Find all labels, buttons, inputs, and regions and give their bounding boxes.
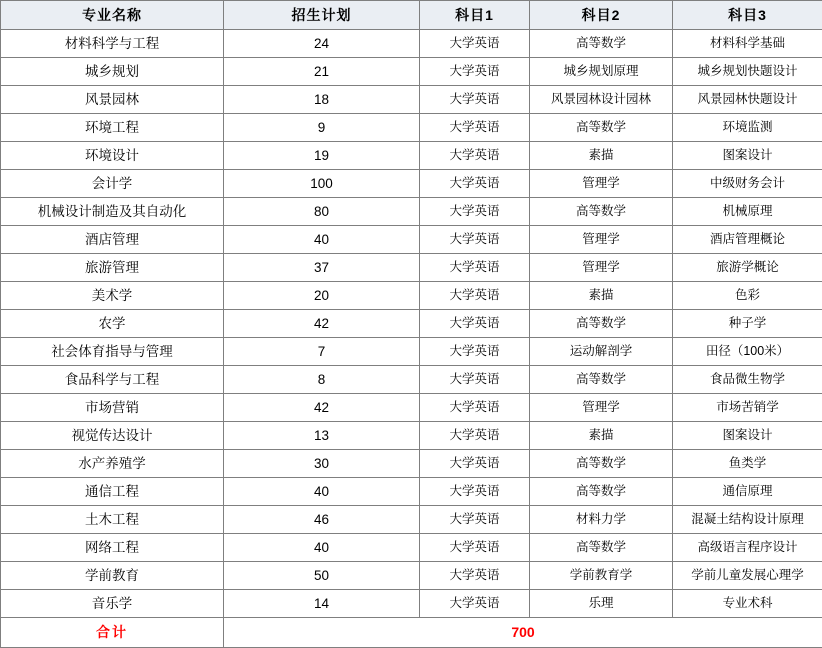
table-row	[1, 142, 822, 170]
cell-subject-3: 城乡规划快题设计	[673, 58, 822, 86]
cell-subject-3: 旅游学概论	[673, 254, 822, 282]
cell-subject-2: 素描	[530, 142, 673, 170]
cell-subject-3: 学前儿童发展心理学	[673, 562, 822, 590]
cell-major: 旅游管理	[1, 254, 224, 282]
cell-subject-2: 运动解剖学	[530, 338, 673, 366]
cell-subject-3: 风景园林快题设计	[673, 86, 822, 114]
cell-major: 通信工程	[1, 478, 224, 506]
cell-subject-1: 大学英语	[420, 170, 530, 198]
table-row	[1, 226, 822, 254]
cell-subject-2: 素描	[530, 282, 673, 310]
cell-major: 学前教育	[1, 562, 224, 590]
cell-plan: 42	[224, 394, 420, 422]
table-row	[1, 450, 822, 478]
cell-subject-3: 食品微生物学	[673, 366, 822, 394]
cell-subject-3: 色彩	[673, 282, 822, 310]
cell-plan: 14	[224, 590, 420, 618]
cell-subject-1: 大学英语	[420, 282, 530, 310]
table-row	[1, 30, 822, 58]
cell-subject-2: 风景园林设计园林	[530, 86, 673, 114]
cell-plan: 100	[224, 170, 420, 198]
cell-major: 酒店管理	[1, 226, 224, 254]
cell-major: 市场营销	[1, 394, 224, 422]
table-row	[1, 366, 822, 394]
cell-major: 环境工程	[1, 114, 224, 142]
cell-subject-3: 图案设计	[673, 142, 822, 170]
cell-subject-1: 大学英语	[420, 86, 530, 114]
cell-subject-3: 专业术科	[673, 590, 822, 618]
table-row	[1, 170, 822, 198]
cell-major: 机械设计制造及其自动化	[1, 198, 224, 226]
table-row	[1, 534, 822, 562]
cell-subject-3: 田径（100米）	[673, 338, 822, 366]
cell-plan: 7	[224, 338, 420, 366]
cell-subject-3: 通信原理	[673, 478, 822, 506]
cell-subject-1: 大学英语	[420, 562, 530, 590]
cell-major: 社会体育指导与管理	[1, 338, 224, 366]
cell-plan: 30	[224, 450, 420, 478]
table-row	[1, 310, 822, 338]
table-row	[1, 58, 822, 86]
cell-plan: 18	[224, 86, 420, 114]
cell-subject-1: 大学英语	[420, 142, 530, 170]
column-header-plan: 招生计划	[224, 1, 420, 30]
cell-subject-2: 管理学	[530, 226, 673, 254]
cell-subject-2: 城乡规划原理	[530, 58, 673, 86]
table-row	[1, 394, 822, 422]
cell-subject-3: 种子学	[673, 310, 822, 338]
cell-subject-1: 大学英语	[420, 226, 530, 254]
cell-subject-2: 高等数学	[530, 114, 673, 142]
cell-plan: 19	[224, 142, 420, 170]
cell-plan: 37	[224, 254, 420, 282]
cell-plan: 21	[224, 58, 420, 86]
cell-subject-2: 管理学	[530, 254, 673, 282]
cell-subject-3: 机械原理	[673, 198, 822, 226]
column-header-major: 专业名称	[1, 1, 224, 30]
cell-plan: 80	[224, 198, 420, 226]
cell-subject-3: 酒店管理概论	[673, 226, 822, 254]
cell-major: 农学	[1, 310, 224, 338]
column-header-subject-1: 科目1	[420, 1, 530, 30]
table-row	[1, 478, 822, 506]
cell-subject-3: 环境监测	[673, 114, 822, 142]
cell-plan: 40	[224, 226, 420, 254]
table-row	[1, 282, 822, 310]
cell-major: 音乐学	[1, 590, 224, 618]
cell-subject-2: 高等数学	[530, 198, 673, 226]
cell-subject-3: 混凝土结构设计原理	[673, 506, 822, 534]
cell-subject-1: 大学英语	[420, 394, 530, 422]
total-label: 合计	[1, 618, 224, 648]
cell-subject-3: 鱼类学	[673, 450, 822, 478]
cell-major: 土木工程	[1, 506, 224, 534]
cell-subject-3: 材料科学基础	[673, 30, 822, 58]
table-row	[1, 562, 822, 590]
column-header-subject-2: 科目2	[530, 1, 673, 30]
cell-subject-1: 大学英语	[420, 366, 530, 394]
cell-plan: 40	[224, 478, 420, 506]
cell-plan: 9	[224, 114, 420, 142]
total-value: 700	[224, 618, 822, 648]
cell-plan: 24	[224, 30, 420, 58]
cell-major: 水产养殖学	[1, 450, 224, 478]
cell-major: 食品科学与工程	[1, 366, 224, 394]
table-row	[1, 422, 822, 450]
cell-subject-1: 大学英语	[420, 506, 530, 534]
cell-subject-1: 大学英语	[420, 310, 530, 338]
cell-subject-1: 大学英语	[420, 58, 530, 86]
total-row	[1, 618, 822, 648]
cell-subject-1: 大学英语	[420, 114, 530, 142]
cell-major: 网络工程	[1, 534, 224, 562]
table-row	[1, 506, 822, 534]
cell-subject-1: 大学英语	[420, 198, 530, 226]
cell-subject-3: 高级语言程序设计	[673, 534, 822, 562]
cell-subject-1: 大学英语	[420, 30, 530, 58]
cell-subject-1: 大学英语	[420, 338, 530, 366]
cell-subject-2: 高等数学	[530, 366, 673, 394]
cell-plan: 50	[224, 562, 420, 590]
table-row	[1, 198, 822, 226]
cell-major: 会计学	[1, 170, 224, 198]
cell-subject-1: 大学英语	[420, 422, 530, 450]
cell-major: 美术学	[1, 282, 224, 310]
cell-subject-1: 大学英语	[420, 478, 530, 506]
cell-major: 风景园林	[1, 86, 224, 114]
cell-plan: 13	[224, 422, 420, 450]
cell-subject-2: 高等数学	[530, 534, 673, 562]
cell-subject-2: 乐理	[530, 590, 673, 618]
cell-subject-2: 高等数学	[530, 30, 673, 58]
cell-plan: 42	[224, 310, 420, 338]
cell-subject-3: 市场苦销学	[673, 394, 822, 422]
cell-major: 环境设计	[1, 142, 224, 170]
cell-subject-1: 大学英语	[420, 534, 530, 562]
cell-subject-3: 中级财务会计	[673, 170, 822, 198]
cell-plan: 46	[224, 506, 420, 534]
cell-subject-2: 高等数学	[530, 450, 673, 478]
cell-plan: 20	[224, 282, 420, 310]
cell-subject-2: 学前教育学	[530, 562, 673, 590]
table-row	[1, 254, 822, 282]
cell-subject-2: 高等数学	[530, 478, 673, 506]
cell-major: 材料科学与工程	[1, 30, 224, 58]
cell-subject-2: 管理学	[530, 170, 673, 198]
cell-subject-1: 大学英语	[420, 590, 530, 618]
cell-subject-1: 大学英语	[420, 254, 530, 282]
cell-subject-1: 大学英语	[420, 450, 530, 478]
cell-plan: 8	[224, 366, 420, 394]
cell-major: 视觉传达设计	[1, 422, 224, 450]
cell-plan: 40	[224, 534, 420, 562]
cell-subject-2: 素描	[530, 422, 673, 450]
cell-subject-3: 图案设计	[673, 422, 822, 450]
table-row	[1, 86, 822, 114]
cell-subject-2: 材料力学	[530, 506, 673, 534]
cell-subject-2: 管理学	[530, 394, 673, 422]
column-header-subject-3: 科目3	[673, 1, 822, 30]
cell-major: 城乡规划	[1, 58, 224, 86]
cell-subject-2: 高等数学	[530, 310, 673, 338]
table-row	[1, 114, 822, 142]
table-header-row	[1, 1, 822, 30]
table-row	[1, 590, 822, 618]
table-row	[1, 338, 822, 366]
